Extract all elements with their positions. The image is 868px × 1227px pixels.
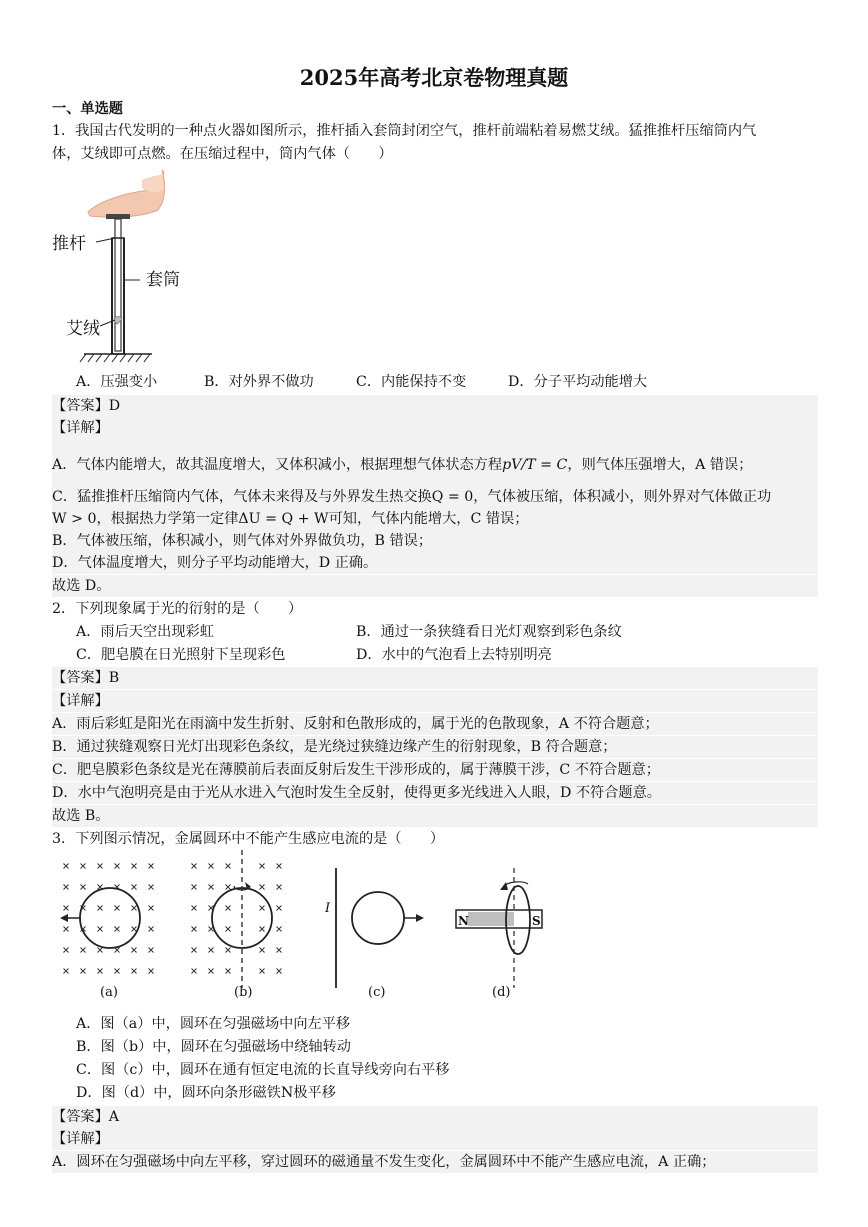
q1-stem-line1: 1．我国古代发明的一种点火器如图所示，推杆插入套筒封闭空气，推杆前端粘着易燃艾绒。猛推推杆压缩筒内气 — [52, 123, 757, 139]
field-cross — [64, 969, 69, 974]
q1-detail-heading: 【详解】 — [52, 417, 818, 439]
field-cross — [226, 927, 231, 932]
field-cross — [192, 969, 197, 974]
field-cross — [277, 906, 282, 911]
field-cross — [149, 948, 154, 953]
shade-gap — [52, 478, 818, 486]
q2-stem: 2．下列现象属于光的衍射的是（ ） — [52, 601, 303, 617]
field-cross — [98, 906, 103, 911]
q1-stem-line2: 体，艾绒即可点燃。在压缩过程中，筒内气体（ ） — [52, 146, 393, 162]
field-cross — [260, 885, 265, 890]
field-cross — [149, 927, 154, 932]
q3-option-b: B．图（b）中，圆环在匀强磁场中绕轴转动 — [76, 1039, 351, 1055]
field-cross — [149, 906, 154, 911]
q2-detail-c: C．肥皂膜彩色条纹是光在薄膜前后表面反射后发生干涉形成的，属于薄膜干涉，C 不符合题意； — [52, 759, 818, 781]
field-cross — [98, 864, 103, 869]
q2-conclusion: 故选 B。 — [52, 805, 818, 827]
q1-detail-d: D．气体温度增大，则分子平均动能增大，D 正确。 — [52, 552, 818, 574]
field-cross — [98, 948, 103, 953]
field-cross — [64, 948, 69, 953]
field-cross — [81, 885, 86, 890]
q2-detail-a: A．雨后彩虹是阳光在雨滴中发生折射、反射和色散形成的，属于光的色散现象，A 不符合题意； — [52, 713, 818, 735]
field-cross — [81, 969, 86, 974]
ring-a — [80, 888, 140, 948]
field-cross — [64, 864, 69, 869]
q1-conclusion: 故选 D。 — [52, 575, 818, 597]
q2-detail-d: D．水中气泡明亮是由于光从水进入气泡时发生全反射，使得更多光线进入人眼，D 不符合题意。 — [52, 782, 818, 804]
q1-answer: 【答案】D — [52, 395, 818, 417]
field-cross — [132, 948, 137, 953]
field-cross — [64, 906, 69, 911]
q2-answer: 【答案】B — [52, 667, 818, 689]
q3-detail-a: A．圆环在匀强磁场中向左平移，穿过圆环的磁通量不发生变化，金属圆环中不能产生感应电流，A 正确； — [52, 1151, 818, 1173]
field-cross — [277, 969, 282, 974]
field-cross — [277, 927, 282, 932]
q1-detail-a-text: A．气体内能增大，故其温度增大，又体积减小，根据理想气体状态方程 — [52, 457, 503, 473]
q2-detail-heading: 【详解】 — [52, 690, 818, 712]
field-cross — [260, 906, 265, 911]
fig-c-label: (c) — [368, 985, 386, 1000]
q1-detail-b: B．气体被压缩，体积减小，则气体对外界做负功，B 错误； — [52, 530, 818, 552]
q2-option-a: A．雨后天空出现彩虹 — [76, 624, 214, 640]
fig-b-label: (b) — [234, 985, 253, 1000]
field-cross — [132, 969, 137, 974]
q1-option-a: A．压强变小 — [76, 374, 158, 390]
q1-detail-a — [52, 452, 818, 478]
fig-label-rod: 推杆 — [52, 234, 86, 254]
field-cross — [98, 927, 103, 932]
field-cross — [192, 864, 197, 869]
field-cross — [277, 864, 282, 869]
q1-detail-c2: W > 0，根据热力学第一定律ΔU = Q + W可知，气体内能增大，C 错误； — [52, 508, 818, 530]
field-cross — [149, 885, 154, 890]
field-cross — [115, 927, 120, 932]
q2-option-b: B．通过一条狭缝看日光灯观察到彩色条纹 — [356, 624, 622, 640]
q3-option-c: C．图（c）中，圆环在通有恒定电流的长直导线旁向右平移 — [76, 1062, 450, 1078]
fig-label-moxa: 艾绒 — [66, 319, 100, 339]
field-cross — [209, 948, 214, 953]
field-cross — [277, 948, 282, 953]
magnet-s-label: S — [532, 914, 541, 928]
field-cross — [192, 927, 197, 932]
q1-detail-a-tail: ，则气体压强增大，A 错误； — [567, 457, 753, 473]
field-cross — [64, 927, 69, 932]
field-cross — [132, 864, 137, 869]
q1-detail-a-formula: pV/T = C — [502, 457, 568, 473]
q3-detail-heading: 【详解】 — [52, 1128, 818, 1150]
field-cross — [132, 906, 137, 911]
field-cross — [226, 906, 231, 911]
q2-detail-b: B．通过狭缝观察日光灯出现彩色条纹，是光绕过狭缝边缘产生的衍射现象，B 符合题意； — [52, 736, 818, 758]
q3-option-a: A．图（a）中，圆环在匀强磁场中向左平移 — [76, 1016, 351, 1032]
q2-option-c: C．肥皂膜在日光照射下呈现彩色 — [76, 647, 286, 663]
q3-option-d: D．图（d）中，圆环向条形磁铁N极平移 — [76, 1085, 336, 1101]
q1-option-c: C．内能保持不变 — [356, 374, 467, 390]
q2-option-d: D．水中的气泡看上去特别明亮 — [356, 647, 552, 663]
field-cross — [115, 906, 120, 911]
shade-gap — [52, 439, 818, 453]
q3-answer: 【答案】A — [52, 1106, 818, 1128]
field-cross — [192, 885, 197, 890]
fig-label-sleeve: 套筒 — [146, 270, 180, 290]
field-cross — [226, 885, 231, 890]
field-cross — [115, 969, 120, 974]
q1-option-d: D．分子平均动能增大 — [508, 374, 648, 390]
field-cross — [260, 969, 265, 974]
field-cross — [226, 948, 231, 953]
q1-option-b: B．对外界不做功 — [204, 374, 314, 390]
field-cross — [192, 948, 197, 953]
page-title: 2025年高考北京卷物理真题 — [299, 65, 569, 90]
section-heading: 一、单选题 — [52, 101, 123, 117]
field-cross — [260, 927, 265, 932]
q3-stem: 3．下列图示情况，金属圆环中不能产生感应电流的是（ ） — [52, 831, 445, 847]
field-cross — [81, 864, 86, 869]
q1-detail-c1: C．猛推推杆压缩筒内气体，气体未来得及与外界发生热交换Q = 0，气体被压缩，体积减小，则外界对气体做正功 — [52, 486, 818, 508]
field-cross — [115, 864, 120, 869]
field-cross — [226, 969, 231, 974]
field-cross — [192, 906, 197, 911]
field-cross — [260, 864, 265, 869]
field-cross — [209, 885, 214, 890]
field-cross — [149, 969, 154, 974]
magnetic-field-b — [192, 864, 282, 974]
current-label: I — [325, 901, 331, 916]
field-cross — [260, 948, 265, 953]
field-cross — [132, 927, 137, 932]
ring-c — [352, 892, 404, 944]
field-cross — [209, 969, 214, 974]
field-cross — [277, 885, 282, 890]
field-cross — [98, 969, 103, 974]
field-cross — [209, 864, 214, 869]
field-cross — [132, 885, 137, 890]
field-cross — [81, 948, 86, 953]
fig-d-label: (d) — [492, 985, 511, 1000]
field-cross — [64, 885, 69, 890]
field-cross — [226, 864, 231, 869]
fig-a-label: (a) — [100, 985, 118, 1000]
field-cross — [149, 864, 154, 869]
magnet-n-label: N — [458, 914, 469, 928]
